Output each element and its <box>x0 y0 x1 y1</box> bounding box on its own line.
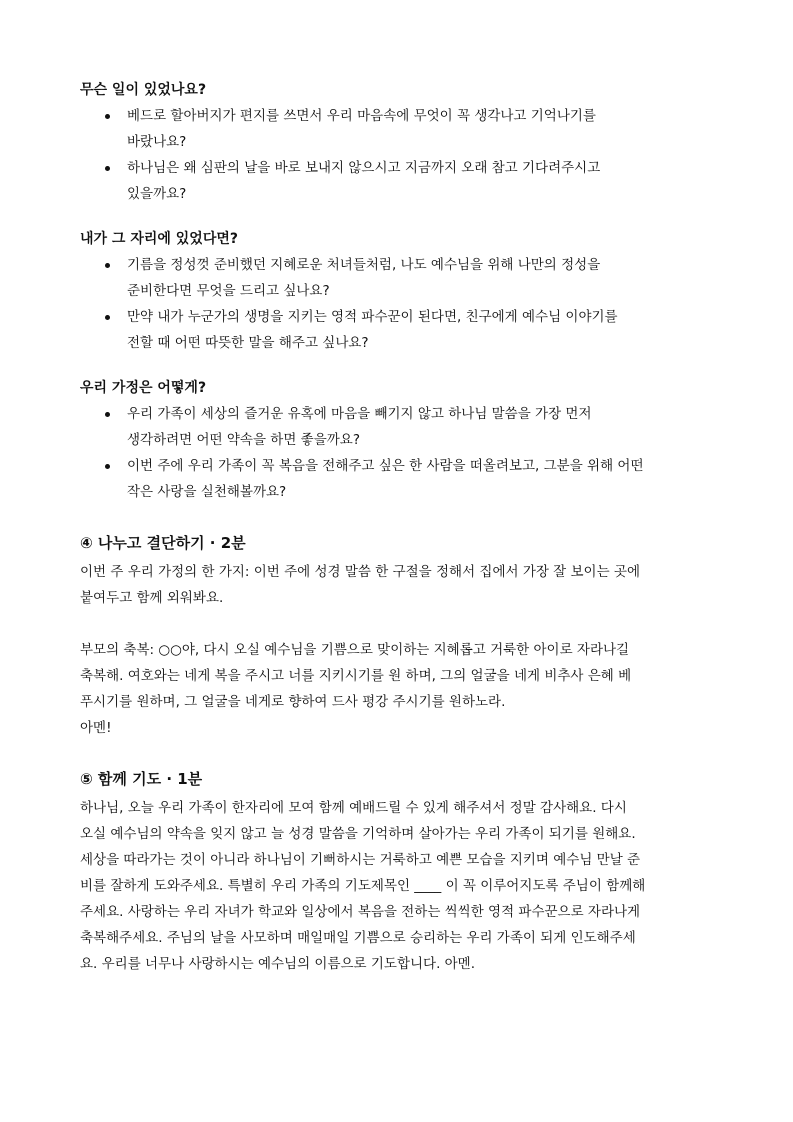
bullet-icon <box>105 263 110 268</box>
question-block-our-family <box>80 376 720 505</box>
section-share-and-decide <box>80 531 720 741</box>
list-item <box>80 252 720 304</box>
question-text: 우리 가족이 세상의 즐거운 유혹에 마음을 빼기지 않고 하나님 말씀을 가장 먼저 생각하려면 어떤 약속을 하면 좋을까요? <box>127 406 592 448</box>
question-text: 하나님은 왜 심판의 날을 바로 보내지 않으시고 지금까지 오래 참고 기다려주시고 있을까요? <box>127 160 601 202</box>
question-list <box>80 103 720 207</box>
question-text: 베드로 할아버지가 편지를 쓰면서 우리 마음속에 무엇이 꼭 생각나고 기억나기를 바랐나요? <box>127 108 596 150</box>
spacer <box>80 611 720 637</box>
list-item <box>80 155 720 207</box>
question-heading: 우리 가정은 어떻게? <box>80 380 207 396</box>
spacer <box>80 207 720 227</box>
bullet-icon <box>105 166 110 171</box>
document-page <box>80 78 720 977</box>
list-item <box>80 304 720 356</box>
bullet-icon <box>105 464 110 469</box>
list-item <box>80 401 720 453</box>
question-text: 이번 주에 우리 가족이 꼭 복음을 전해주고 싶은 한 사람을 떠올려보고, 그분을 위해 어떤 작은 사랑을 실천해볼까요? <box>127 458 644 500</box>
question-list <box>80 252 720 356</box>
question-heading: 내가 그 자리에 있었다면? <box>80 231 238 247</box>
prayer-text: 하나님, 오늘 우리 가족이 한자리에 모여 함께 예배드릴 수 있게 해주셔서 정말 감사해요. 다시 오실 예수님의 약속을 잊지 않고 늘 성경 말씀을 기억하며 살아가는 우리 가족이 되기를 원해요. 세상을 따라가는 것이 아니라 하나님이 기뻐하시는 거룩하고 예쁜 모습을 지키며 예수님 만날 준 비를 잘하게 도와주세요. 특별히 우리 가족의 기도제목인 ____ 이 꼭 이루어지도록 주님이 함께해 주세요. 사랑하는 우리 자녀가 학교와 일상에서 복음을 전하는 씩씩한 영적 파수꾼으로 자라나게 축복해주세요. 주님의 날을 사모하며 매일매일 기쁨으로 승리하는 우리 가족이 되게 인도해주세 요. 우리를 너무나 사랑하시는 예수님의 이름으로 기도합니다. 아멘. <box>80 800 646 972</box>
question-block-if-i-were-there <box>80 227 720 356</box>
spacer <box>80 356 720 376</box>
section-pray-together <box>80 767 720 977</box>
question-list <box>80 401 720 505</box>
question-text: 기름을 정성껏 준비했던 지혜로운 처녀들처럼, 나도 예수님을 위해 나만의 정성을 준비한다면 무엇을 드리고 싶나요? <box>127 257 601 299</box>
bullet-icon <box>105 412 110 417</box>
list-item <box>80 103 720 155</box>
list-item <box>80 453 720 505</box>
bullet-icon <box>105 315 110 320</box>
weekly-practice-text: 이번 주 우리 가정의 한 가지: 이번 주에 성경 말씀 한 구절을 정해서 집에서 가장 잘 보이는 곳에 붙여두고 함께 외워봐요. <box>80 564 641 606</box>
bullet-icon <box>105 114 110 119</box>
question-block-what-happened <box>80 78 720 207</box>
question-text: 만약 내가 누군가의 생명을 지키는 영적 파수꾼이 된다면, 친구에게 예수님 이야기를 전할 때 어떤 따뜻한 말을 해주고 싶나요? <box>127 309 618 351</box>
section-heading: ④ 나누고 결단하기 · 2분 <box>80 534 246 552</box>
parent-blessing-text: 부모의 축복: ○○야, 다시 오실 예수님을 기쁨으로 맞이하는 지혜롭고 거룩한 아이로 자라나길 축복해. 여호와는 네게 복을 주시고 너를 지키시기를 원 하며, 그의 얼굴을 네게 비추사 은혜 베 푸시기를 원하며, 그 얼굴을 네게로 향하여 드사 평강 주시기를 원하노라. <box>80 642 632 710</box>
question-heading: 무슨 일이 있었나요? <box>80 82 207 98</box>
spacer <box>80 741 720 767</box>
section-heading: ⑤ 함께 기도 · 1분 <box>80 770 203 788</box>
spacer <box>80 505 720 531</box>
amen-text: 아멘! <box>80 720 112 736</box>
